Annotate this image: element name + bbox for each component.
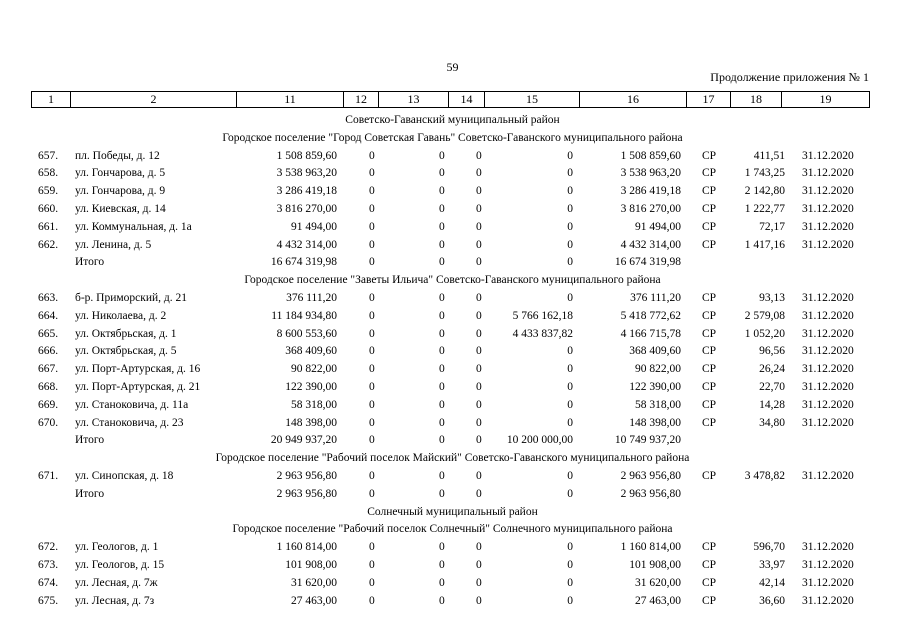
total-row [0, 486, 905, 504]
cell-c18: 2 142,80 [744, 185, 785, 198]
cell-c17: СР [702, 291, 717, 304]
header-cell: 15 [485, 92, 580, 108]
cell-c17: СР [702, 558, 717, 571]
cell-c11: 148 398,00 [285, 416, 337, 429]
cell-c14: 0 [476, 238, 482, 251]
header-cell: 14 [449, 92, 485, 108]
cell-num: 660. [38, 202, 59, 215]
cell-c17: СР [702, 167, 717, 180]
cell-c16: 4 432 314,00 [620, 238, 681, 251]
cell-c17: СР [702, 594, 717, 607]
cell-c18: 34,80 [759, 416, 785, 429]
cell-c11: 4 432 314,00 [276, 238, 337, 251]
cell-c14: 0 [476, 469, 482, 482]
cell-c13: 0 [439, 380, 445, 393]
cell-c16: 3 286 419,18 [620, 185, 681, 198]
table-row [0, 575, 905, 593]
table-row [0, 308, 905, 326]
total-row [0, 254, 905, 272]
cell-c16: 91 494,00 [635, 220, 681, 233]
cell-c19: 31.12.2020 [802, 238, 854, 251]
cell-addr: ул. Октябрьская, д. 1 [75, 327, 177, 340]
total-row [0, 432, 905, 450]
cell-c18: 93,13 [759, 291, 785, 304]
cell-addr: ул. Геологов, д. 15 [75, 558, 165, 571]
cell-c14: 0 [476, 576, 482, 589]
cell-c17: СР [702, 469, 717, 482]
cell-c17: СР [702, 345, 717, 358]
cell-c15: 0 [567, 594, 573, 607]
cell-c12: 0 [369, 487, 375, 500]
cell-addr: ул. Станоковича, д. 11а [75, 398, 189, 411]
cell-c13: 0 [439, 398, 445, 411]
cell-c18: 411,51 [753, 149, 785, 162]
cell-c19: 31.12.2020 [802, 149, 854, 162]
header-cell: 16 [580, 92, 687, 108]
section-heading: Городское поселение "Рабочий поселок Солнечный" Солнечного муниципального района [232, 523, 673, 536]
cell-c17: СР [702, 220, 717, 233]
header-cell: 11 [237, 92, 344, 108]
cell-c13: 0 [439, 363, 445, 376]
cell-c19: 31.12.2020 [802, 594, 854, 607]
cell-c14: 0 [476, 487, 482, 500]
cell-c12: 0 [369, 345, 375, 358]
section-heading-row [0, 450, 905, 468]
cell-c14: 0 [476, 291, 482, 304]
header-cell: 13 [379, 92, 449, 108]
cell-c16: 27 463,00 [635, 594, 681, 607]
cell-num: 663. [38, 291, 59, 304]
cell-c15: 0 [567, 167, 573, 180]
cell-c19: 31.12.2020 [802, 167, 854, 180]
cell-c12: 0 [369, 327, 375, 340]
cell-c12: 0 [369, 380, 375, 393]
cell-c11: 1 160 814,00 [276, 541, 337, 554]
cell-c15: 10 200 000,00 [506, 434, 573, 447]
cell-c11: 8 600 553,60 [276, 327, 337, 340]
cell-c12: 0 [369, 558, 375, 571]
cell-c12: 0 [369, 149, 375, 162]
cell-c13: 0 [439, 185, 445, 198]
cell-c12: 0 [369, 434, 375, 447]
cell-c15: 4 433 837,82 [512, 327, 573, 340]
cell-c17: СР [702, 363, 717, 376]
cell-addr: Итого [75, 256, 105, 269]
section-heading-row [0, 272, 905, 290]
cell-c12: 0 [369, 594, 375, 607]
cell-c19: 31.12.2020 [802, 398, 854, 411]
cell-num: 673. [38, 558, 59, 571]
cell-c18: 72,17 [759, 220, 785, 233]
header-cell: 1 [32, 92, 71, 108]
table-row [0, 557, 905, 575]
cell-num: 657. [38, 149, 59, 162]
cell-c11: 368 409,60 [285, 345, 337, 358]
cell-c16: 31 620,00 [635, 576, 681, 589]
cell-c16: 90 822,00 [635, 363, 681, 376]
section-heading-row [0, 504, 905, 522]
cell-addr: Итого [75, 487, 105, 500]
cell-c18: 22,70 [759, 380, 785, 393]
cell-c19: 31.12.2020 [802, 202, 854, 215]
section-heading-row [0, 112, 905, 130]
cell-c13: 0 [439, 256, 445, 269]
cell-num: 670. [38, 416, 59, 429]
table-row [0, 397, 905, 415]
cell-c11: 3 286 419,18 [276, 185, 337, 198]
cell-c11: 91 494,00 [291, 220, 337, 233]
cell-num: 667. [38, 363, 59, 376]
section-heading: Городское поселение "Рабочий поселок Майский" Советско-Гаванского муниципального района [215, 452, 690, 465]
cell-c15: 0 [567, 398, 573, 411]
cell-c11: 376 111,20 [286, 291, 337, 304]
cell-c12: 0 [369, 220, 375, 233]
cell-c11: 3 538 963,20 [276, 167, 337, 180]
cell-c13: 0 [439, 434, 445, 447]
cell-c11: 90 822,00 [291, 363, 337, 376]
table-body [0, 112, 905, 610]
section-heading: Советско-Гаванский муниципальный район [345, 114, 560, 126]
cell-num: 675. [38, 594, 59, 607]
cell-addr: ул. Лесная, д. 7з [75, 594, 155, 607]
cell-c13: 0 [439, 220, 445, 233]
cell-c14: 0 [476, 256, 482, 269]
cell-c16: 16 674 319,98 [614, 256, 681, 269]
cell-c11: 27 463,00 [291, 594, 337, 607]
cell-c11: 20 949 937,20 [270, 434, 337, 447]
table-row [0, 468, 905, 486]
cell-c18: 3 478,82 [744, 469, 785, 482]
cell-c19: 31.12.2020 [802, 327, 854, 340]
cell-c16: 3 538 963,20 [620, 167, 681, 180]
header-cell: 17 [687, 92, 731, 108]
cell-c15: 0 [567, 380, 573, 393]
cell-c11: 122 390,00 [285, 380, 337, 393]
cell-addr: пл. Победы, д. 12 [75, 149, 160, 162]
header-row [32, 92, 870, 108]
cell-c12: 0 [369, 416, 375, 429]
cell-c18: 1 222,77 [744, 202, 785, 215]
cell-c16: 10 749 937,20 [614, 434, 681, 447]
cell-addr: ул. Порт-Артурская, д. 21 [75, 380, 201, 393]
cell-c14: 0 [476, 149, 482, 162]
cell-c11: 31 620,00 [291, 576, 337, 589]
cell-addr: ул. Октябрьская, д. 5 [75, 345, 177, 358]
cell-c14: 0 [476, 202, 482, 215]
cell-addr: ул. Станоковича, д. 23 [75, 416, 184, 429]
cell-num: 672. [38, 541, 59, 554]
cell-c16: 1 508 859,60 [620, 149, 681, 162]
cell-c11: 2 963 956,80 [276, 469, 337, 482]
table-row [0, 361, 905, 379]
table-row [0, 219, 905, 237]
cell-addr: ул. Ленина, д. 5 [75, 238, 152, 251]
cell-num: 669. [38, 398, 59, 411]
table-row [0, 415, 905, 433]
cell-c13: 0 [439, 576, 445, 589]
cell-c13: 0 [439, 202, 445, 215]
cell-c14: 0 [476, 345, 482, 358]
header-cell: 2 [71, 92, 237, 108]
section-heading: Городское поселение "Заветы Ильича" Советско-Гаванского муниципального района [244, 274, 661, 287]
cell-c17: СР [702, 185, 717, 198]
cell-num: 668. [38, 380, 59, 393]
cell-c13: 0 [439, 541, 445, 554]
cell-num: 664. [38, 309, 59, 322]
section-heading-row [0, 521, 905, 539]
cell-c14: 0 [476, 398, 482, 411]
cell-c13: 0 [439, 416, 445, 429]
cell-c13: 0 [439, 291, 445, 304]
table-row [0, 183, 905, 201]
header-cell: 19 [782, 92, 870, 108]
cell-c14: 0 [476, 380, 482, 393]
cell-c11: 1 508 859,60 [276, 149, 337, 162]
cell-addr: б-р. Приморский, д. 21 [75, 291, 188, 304]
cell-c13: 0 [439, 487, 445, 500]
cell-addr: ул. Лесная, д. 7ж [75, 576, 158, 589]
cell-c15: 0 [567, 363, 573, 376]
cell-num: 665. [38, 327, 59, 340]
cell-c16: 2 963 956,80 [620, 487, 681, 500]
cell-c16: 376 111,20 [630, 291, 681, 304]
cell-c13: 0 [439, 167, 445, 180]
cell-c19: 31.12.2020 [802, 185, 854, 198]
cell-c16: 5 418 772,62 [620, 309, 681, 322]
cell-c19: 31.12.2020 [802, 380, 854, 393]
cell-c11: 2 963 956,80 [276, 487, 337, 500]
cell-c15: 0 [567, 345, 573, 358]
cell-c11: 3 816 270,00 [276, 202, 337, 215]
cell-c12: 0 [369, 167, 375, 180]
cell-c13: 0 [439, 469, 445, 482]
cell-c19: 31.12.2020 [802, 220, 854, 233]
cell-num: 674. [38, 576, 59, 589]
cell-c15: 0 [567, 149, 573, 162]
cell-c16: 1 160 814,00 [620, 541, 681, 554]
cell-c18: 14,28 [759, 398, 785, 411]
cell-c17: СР [702, 541, 717, 554]
cell-num: 658. [38, 167, 59, 180]
cell-c12: 0 [369, 256, 375, 269]
cell-c14: 0 [476, 167, 482, 180]
header-cell: 12 [344, 92, 379, 108]
section-heading: Солнечный муниципальный район [367, 505, 538, 518]
cell-c18: 1 743,25 [744, 167, 785, 180]
cell-c16: 3 816 270,00 [620, 202, 681, 215]
cell-c19: 31.12.2020 [802, 541, 854, 554]
cell-c11: 58 318,00 [291, 398, 337, 411]
cell-c19: 31.12.2020 [802, 363, 854, 376]
cell-c12: 0 [369, 185, 375, 198]
cell-addr: ул. Порт-Артурская, д. 16 [75, 363, 201, 376]
cell-c14: 0 [476, 594, 482, 607]
cell-c12: 0 [369, 398, 375, 411]
cell-c18: 26,24 [759, 363, 785, 376]
cell-addr: ул. Синопская, д. 18 [75, 469, 174, 482]
cell-c16: 58 318,00 [635, 398, 681, 411]
cell-c15: 0 [567, 238, 573, 251]
cell-c12: 0 [369, 202, 375, 215]
table-row [0, 379, 905, 397]
table-row [0, 290, 905, 308]
cell-c18: 1 052,20 [744, 327, 785, 340]
cell-c12: 0 [369, 576, 375, 589]
cell-c12: 0 [369, 363, 375, 376]
cell-c14: 0 [476, 434, 482, 447]
cell-c18: 2 579,08 [744, 309, 785, 322]
cell-c13: 0 [439, 594, 445, 607]
cell-c11: 16 674 319,98 [270, 256, 337, 269]
cell-c16: 122 390,00 [629, 380, 681, 393]
table-row [0, 237, 905, 255]
cell-c14: 0 [476, 185, 482, 198]
cell-c17: СР [702, 309, 717, 322]
header-cell: 18 [731, 92, 782, 108]
cell-c15: 0 [567, 541, 573, 554]
cell-addr: ул. Коммунальная, д. 1а [75, 220, 192, 233]
cell-c16: 4 166 715,78 [620, 327, 681, 340]
cell-c19: 31.12.2020 [802, 291, 854, 304]
table-row [0, 326, 905, 344]
cell-c13: 0 [439, 558, 445, 571]
cell-c15: 5 766 162,18 [512, 309, 573, 322]
cell-c14: 0 [476, 309, 482, 322]
cell-c12: 0 [369, 541, 375, 554]
cell-c14: 0 [476, 416, 482, 429]
cell-c13: 0 [439, 309, 445, 322]
cell-c19: 31.12.2020 [802, 345, 854, 358]
cell-c16: 2 963 956,80 [620, 469, 681, 482]
cell-c13: 0 [439, 345, 445, 358]
cell-c11: 11 184 934,80 [271, 309, 337, 322]
cell-c19: 31.12.2020 [802, 309, 854, 322]
cell-c16: 101 908,00 [629, 558, 681, 571]
cell-addr: Итого [75, 434, 105, 447]
table-row [0, 539, 905, 557]
cell-c19: 31.12.2020 [802, 416, 854, 429]
cell-c15: 0 [567, 487, 573, 500]
cell-c12: 0 [369, 469, 375, 482]
cell-c15: 0 [567, 220, 573, 233]
cell-c15: 0 [567, 256, 573, 269]
cell-c17: СР [702, 416, 717, 429]
cell-c15: 0 [567, 202, 573, 215]
cell-num: 661. [38, 220, 59, 233]
cell-c15: 0 [567, 185, 573, 198]
section-heading-row [0, 130, 905, 148]
cell-addr: ул. Николаева, д. 2 [75, 309, 167, 322]
cell-c14: 0 [476, 363, 482, 376]
cell-c18: 42,14 [759, 576, 785, 589]
cell-c18: 596,70 [753, 541, 785, 554]
cell-addr: ул. Киевская, д. 14 [75, 202, 166, 215]
cell-c17: СР [702, 149, 717, 162]
cell-c16: 148 398,00 [629, 416, 681, 429]
cell-c13: 0 [439, 327, 445, 340]
cell-c18: 33,97 [759, 558, 785, 571]
cell-c15: 0 [567, 576, 573, 589]
cell-c15: 0 [567, 291, 573, 304]
cell-c11: 101 908,00 [285, 558, 337, 571]
cell-c15: 0 [567, 558, 573, 571]
cell-c14: 0 [476, 541, 482, 554]
cell-addr: ул. Геологов, д. 1 [75, 541, 159, 554]
cell-c14: 0 [476, 558, 482, 571]
table-row [0, 343, 905, 361]
cell-c14: 0 [476, 220, 482, 233]
continuation-label: Продолжение приложения № 1 [710, 70, 869, 84]
column-header-table [31, 91, 870, 108]
cell-c15: 0 [567, 469, 573, 482]
table-row [0, 148, 905, 166]
cell-c17: СР [702, 576, 717, 589]
page-number: 59 [446, 60, 459, 74]
cell-c13: 0 [439, 238, 445, 251]
cell-c17: СР [702, 380, 717, 393]
cell-c12: 0 [369, 238, 375, 251]
cell-num: 666. [38, 345, 59, 358]
cell-c18: 36,60 [759, 594, 785, 607]
cell-num: 662. [38, 238, 59, 251]
cell-c17: СР [702, 327, 717, 340]
cell-c19: 31.12.2020 [802, 576, 854, 589]
table-row [0, 593, 905, 611]
cell-addr: ул. Гончарова, д. 5 [75, 167, 166, 180]
cell-num: 659. [38, 185, 59, 198]
cell-c19: 31.12.2020 [802, 558, 854, 571]
section-heading: Городское поселение "Город Советская Гавань" Советско-Гаванского муниципального района [222, 131, 683, 144]
cell-c15: 0 [567, 416, 573, 429]
cell-c12: 0 [369, 309, 375, 322]
cell-c14: 0 [476, 327, 482, 340]
cell-c17: СР [702, 398, 717, 411]
cell-c17: СР [702, 202, 717, 215]
cell-c13: 0 [439, 149, 445, 162]
cell-c12: 0 [369, 291, 375, 304]
cell-c16: 368 409,60 [629, 345, 681, 358]
cell-c17: СР [702, 238, 717, 251]
cell-c19: 31.12.2020 [802, 469, 854, 482]
cell-num: 671. [38, 469, 59, 482]
cell-c18: 96,56 [759, 345, 785, 358]
cell-addr: ул. Гончарова, д. 9 [75, 185, 166, 198]
table-row [0, 165, 905, 183]
cell-c18: 1 417,16 [744, 238, 785, 251]
table-row [0, 201, 905, 219]
